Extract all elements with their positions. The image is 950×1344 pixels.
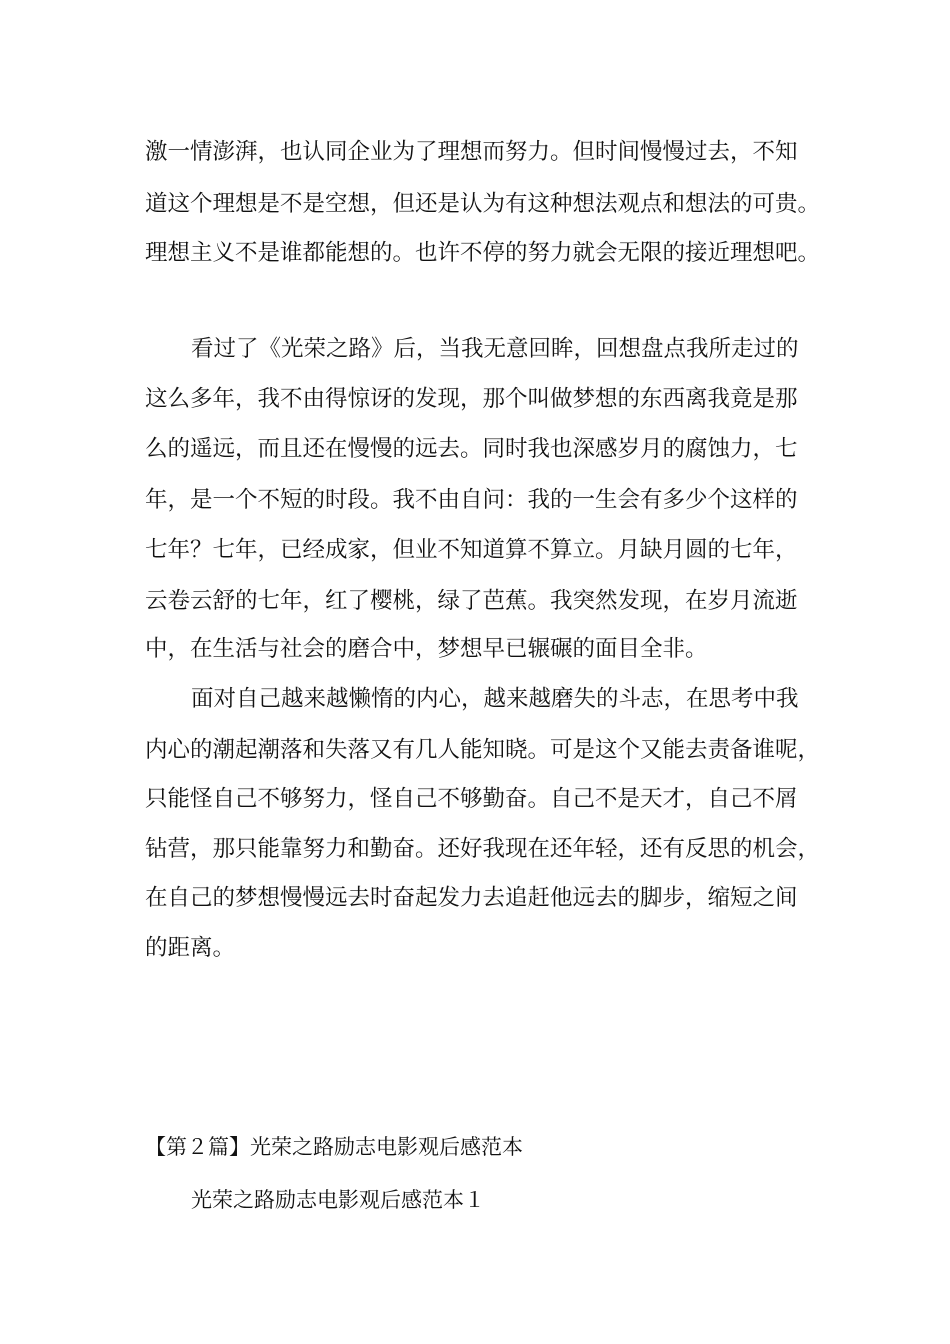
paragraph-line: 钻营，那只能靠努力和勤奋。还好我现在还年轻，还有反思的机会， xyxy=(145,836,821,862)
paragraph-line: 云卷云舒的七年，红了樱桃，绿了芭蕉。我突然发现，在岁月流逝 xyxy=(145,588,798,614)
paragraph-line: 道这个理想是不是空想，但还是认为有这种想法观点和想法的可贵。 xyxy=(145,191,821,217)
paragraph-line: 理想主义不是谁都能想的。也许不停的努力就会无限的接近理想吧。 xyxy=(145,240,821,266)
paragraph-line: 这么多年，我不由得惊讶的发现，那个叫做梦想的东西离我竟是那 xyxy=(145,386,798,412)
paragraph-line: 七年？七年，已经成家，但业不知道算不算立。月缺月圆的七年， xyxy=(145,537,798,563)
paragraph-line: 么的遥远，而且还在慢慢的远去。同时我也深感岁月的腐蚀力，七 xyxy=(145,436,798,462)
paragraph-line: 面对自己越来越懒惰的内心，越来越磨失的斗志，在思考中我 xyxy=(191,686,799,712)
paragraph-line: 激一情澎湃，也认同企业为了理想而努力。但时间慢慢过去，不知 xyxy=(145,139,798,165)
paragraph-line: 内心的潮起潮落和失落又有几人能知晓。可是这个又能去责备谁呢， xyxy=(145,737,821,763)
article-title: 光荣之路励志电影观后感范本１ xyxy=(191,1188,485,1212)
paragraph-line: 在自己的梦想慢慢远去时奋起发力去追赶他远去的脚步，缩短之间 xyxy=(145,885,798,911)
paragraph-line: 看过了《光荣之路》后，当我无意回眸，回想盘点我所走过的 xyxy=(191,336,799,362)
paragraph-line: 只能怪自己不够努力，怪自己不够勤奋。自己不是天才，自己不屑 xyxy=(145,786,798,812)
paragraph-line: 年，是一个不短的时段。我不由自问：我的一生会有多少个这样的 xyxy=(145,487,798,513)
paragraph-line: 中，在生活与社会的磨合中，梦想早已辗碾的面目全非。 xyxy=(145,636,708,662)
section-heading: 【第２篇】光荣之路励志电影观后感范本 xyxy=(145,1135,523,1159)
paragraph-line: 的距离。 xyxy=(145,935,236,961)
